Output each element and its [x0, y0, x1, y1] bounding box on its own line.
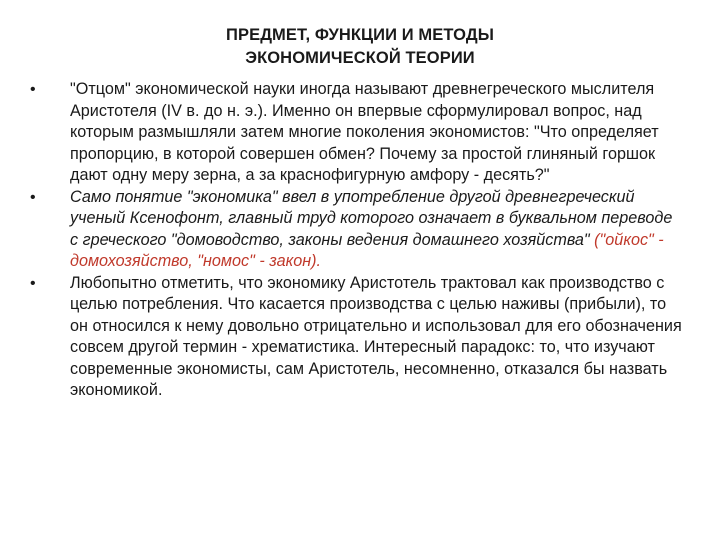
bullet-dot-icon: • [30, 274, 36, 292]
title-line-2: ЭКОНОМИЧЕСКОЙ ТЕОРИИ [245, 49, 475, 67]
bullet-dot-icon: • [30, 81, 36, 98]
bullet-text-main: Само понятие "экономика" ввел в употребление другой древнегреческий ученый Ксенофонт, главный труд которого означает в буквальном переводе с греческого "домоводство, законы ведения домашнего хозяйства" [70, 187, 673, 249]
bullet-list [30, 79, 682, 402]
bullet-text-highlight: ("ойкос" - домохозяйство, "номос" - закон). [70, 230, 664, 270]
bullet-item-xenophon [30, 187, 682, 273]
slide-title [170, 24, 550, 70]
title-line-1: ПРЕДМЕТ, ФУНКЦИИ И МЕТОДЫ [226, 26, 494, 44]
bullet-text: "Отцом" экономической науки иногда называют древнегреческого мыслителя Аристотеля (IV в. до н. э.). Именно он впервые сформулировал вопрос, над которым размышляли затем многие поколения экономистов: "Что определяет пропорцию, в которой совершен обмен? Почему за простой глиняный горшок дают одну меру зерна, а за краснофигурную амфору - десять?" [70, 80, 659, 184]
bullet-text [70, 188, 672, 271]
bullet-text: Любопытно отметить, что экономику Аристотель трактовал как производство с целью потребления. Что касается производства с целью наживы (прибыли), то он относился к нему довольно отрицательно и использовал для его обозначения совсем другой термин - хрематистика. Интересный парадокс: то, что изучают современные экономисты, сам Аристотель, несомненно, отказался бы назвать экономикой. [70, 273, 682, 399]
bullet-item-aristotle [30, 79, 682, 187]
bullet-item-chrematistics [30, 273, 682, 402]
bullet-dot-icon: • [30, 188, 36, 206]
